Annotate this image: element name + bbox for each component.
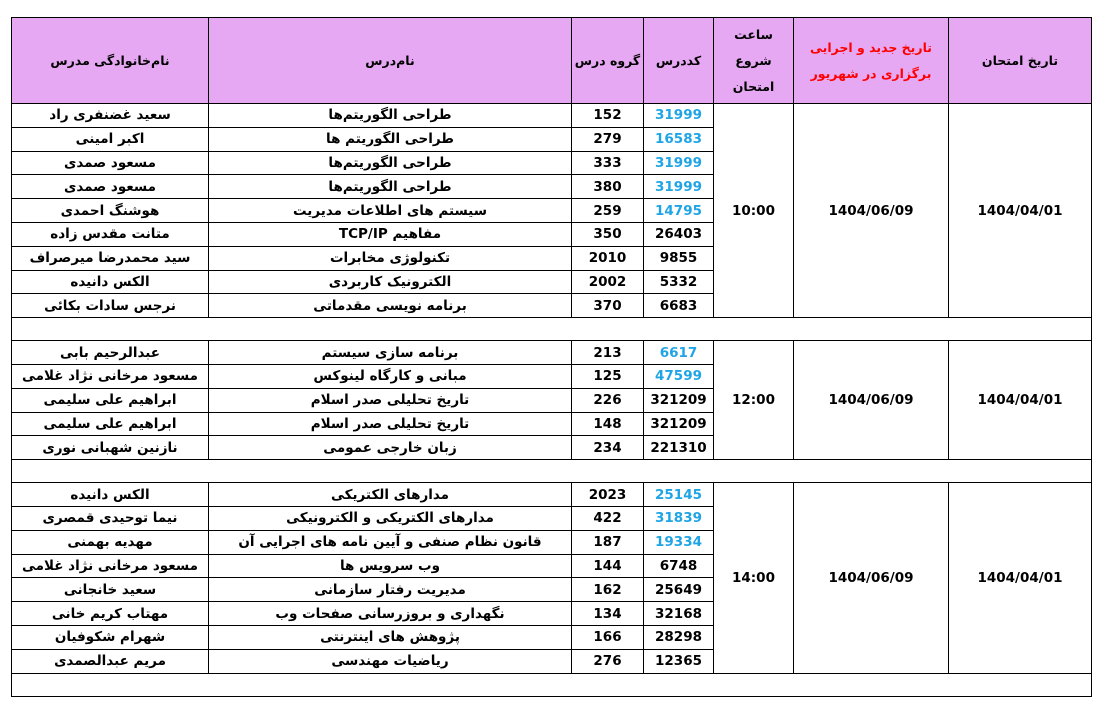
separator-row [12, 318, 1092, 341]
course-code-cell: 25145 [644, 483, 714, 507]
teacher-cell: متانت مقدس زاده [12, 222, 209, 246]
group-cell: 350 [572, 222, 644, 246]
course-cell: مدیریت رفتار سازمانی [209, 578, 572, 602]
course-code-cell: 16583 [644, 127, 714, 151]
teacher-cell: سید محمدرضا میرصراف [12, 246, 209, 270]
course-code-cell: 6748 [644, 554, 714, 578]
course-code-cell: 6617 [644, 341, 714, 365]
course-code-cell: 26403 [644, 222, 714, 246]
teacher-cell: شهرام شکوفیان [12, 625, 209, 649]
course-cell: زبان خارجی عمومی [209, 436, 572, 460]
teacher-cell: الکس دانیده [12, 483, 209, 507]
header-teacher: نام‌خانوادگی مدرس [12, 18, 209, 104]
teacher-cell: ابراهیم علی سلیمی [12, 412, 209, 436]
group-cell: 148 [572, 412, 644, 436]
group-cell: 213 [572, 341, 644, 365]
group-cell: 152 [572, 104, 644, 128]
course-cell: مبانی و کارگاه لینوکس [209, 364, 572, 388]
course-code-cell: 32168 [644, 602, 714, 626]
course-code-cell: 5332 [644, 270, 714, 294]
header-row [12, 18, 1092, 104]
course-code-cell: 9855 [644, 246, 714, 270]
header-group: گروه درس [572, 18, 644, 104]
group-cell: 144 [572, 554, 644, 578]
group-cell: 2010 [572, 246, 644, 270]
course-code-cell: 6683 [644, 294, 714, 318]
course-cell: مفاهیم TCP/IP [209, 222, 572, 246]
course-code-cell: 321209 [644, 412, 714, 436]
schedule-body [12, 104, 1092, 697]
table-row [12, 341, 1092, 365]
course-cell: طراحی الگوریتم‌ها [209, 175, 572, 199]
course-cell: طراحی الگوریتم ها [209, 127, 572, 151]
course-code-cell: 221310 [644, 436, 714, 460]
course-code-cell: 25649 [644, 578, 714, 602]
separator-row [12, 673, 1092, 696]
header-course: نام‌درس [209, 18, 572, 104]
teacher-cell: عبدالرحیم بابی [12, 341, 209, 365]
start-time-cell: 14:00 [714, 483, 794, 673]
teacher-cell: مسعود مرخانی نژاد غلامی [12, 364, 209, 388]
course-cell: برنامه سازی سیستم [209, 341, 572, 365]
course-cell: تاریخ تحلیلی صدر اسلام [209, 412, 572, 436]
teacher-cell: مسعود صمدی [12, 175, 209, 199]
group-cell: 2002 [572, 270, 644, 294]
table-row [12, 104, 1092, 128]
course-cell: وب سرویس ها [209, 554, 572, 578]
separator-cell [12, 460, 1092, 483]
header-new-date: تاریخ جدید و اجرایی برگزاری در شهریور [794, 18, 949, 104]
teacher-cell: سعید خانجانی [12, 578, 209, 602]
teacher-cell: هوشنگ احمدی [12, 199, 209, 223]
course-code-cell: 31999 [644, 104, 714, 128]
header-exam-date: تاریخ امتحان [949, 18, 1092, 104]
new-date-cell: 1404/06/09 [794, 341, 949, 460]
teacher-cell: الکس دانیده [12, 270, 209, 294]
course-code-cell: 31999 [644, 151, 714, 175]
course-cell: طراحی الگوریتم‌ها [209, 104, 572, 128]
course-code-cell: 31839 [644, 506, 714, 530]
separator-cell [12, 673, 1092, 696]
course-cell: برنامه نویسی مقدماتی [209, 294, 572, 318]
course-cell: نگهداری و بروزرسانی صفحات وب [209, 602, 572, 626]
header-start-time: ساعت شروع امتحان [714, 18, 794, 104]
teacher-cell: نرجس سادات بکائی [12, 294, 209, 318]
group-cell: 333 [572, 151, 644, 175]
group-cell: 234 [572, 436, 644, 460]
group-cell: 134 [572, 602, 644, 626]
start-time-cell: 10:00 [714, 104, 794, 318]
teacher-cell: نیما توحیدی قمصری [12, 506, 209, 530]
course-code-cell: 321209 [644, 388, 714, 412]
course-code-cell: 14795 [644, 199, 714, 223]
group-cell: 422 [572, 506, 644, 530]
new-date-cell: 1404/06/09 [794, 483, 949, 673]
course-cell: ریاضیات مهندسی [209, 649, 572, 673]
course-code-cell: 31999 [644, 175, 714, 199]
teacher-cell: مسعود مرخانی نژاد غلامی [12, 554, 209, 578]
group-cell: 226 [572, 388, 644, 412]
group-cell: 125 [572, 364, 644, 388]
course-code-cell: 47599 [644, 364, 714, 388]
group-cell: 162 [572, 578, 644, 602]
teacher-cell: مسعود صمدی [12, 151, 209, 175]
start-time-cell: 12:00 [714, 341, 794, 460]
course-code-cell: 28298 [644, 625, 714, 649]
course-cell: مدارهای الکتریکی و الکترونیکی [209, 506, 572, 530]
group-cell: 166 [572, 625, 644, 649]
separator-cell [12, 318, 1092, 341]
group-cell: 279 [572, 127, 644, 151]
course-cell: پژوهش های اینترنتی [209, 625, 572, 649]
group-cell: 259 [572, 199, 644, 223]
new-date-cell: 1404/06/09 [794, 104, 949, 318]
course-cell: مدارهای الکتریکی [209, 483, 572, 507]
group-cell: 276 [572, 649, 644, 673]
group-cell: 2023 [572, 483, 644, 507]
course-cell: تاریخ تحلیلی صدر اسلام [209, 388, 572, 412]
exam-date-cell: 1404/04/01 [949, 104, 1092, 318]
teacher-cell: اکبر امینی [12, 127, 209, 151]
separator-row [12, 460, 1092, 483]
group-cell: 187 [572, 530, 644, 554]
course-cell: سیستم های اطلاعات مدیریت [209, 199, 572, 223]
course-cell: طراحی الگوریتم‌ها [209, 151, 572, 175]
course-code-cell: 12365 [644, 649, 714, 673]
exam-schedule-table [11, 17, 1092, 697]
teacher-cell: نازنین شهبانی نوری [12, 436, 209, 460]
course-cell: الکترونیک کاربردی [209, 270, 572, 294]
group-cell: 370 [572, 294, 644, 318]
course-cell: تکنولوژی مخابرات [209, 246, 572, 270]
teacher-cell: مریم عبدالصمدی [12, 649, 209, 673]
course-cell: قانون نظام صنفی و آیین نامه های اجرایی آن [209, 530, 572, 554]
teacher-cell: مهدیه بهمنی [12, 530, 209, 554]
table-row [12, 483, 1092, 507]
teacher-cell: ابراهیم علی سلیمی [12, 388, 209, 412]
header-code: کددرس [644, 18, 714, 104]
teacher-cell: سعید غضنفری راد [12, 104, 209, 128]
teacher-cell: مهتاب کریم خانی [12, 602, 209, 626]
exam-date-cell: 1404/04/01 [949, 341, 1092, 460]
exam-date-cell: 1404/04/01 [949, 483, 1092, 673]
course-code-cell: 19334 [644, 530, 714, 554]
group-cell: 380 [572, 175, 644, 199]
